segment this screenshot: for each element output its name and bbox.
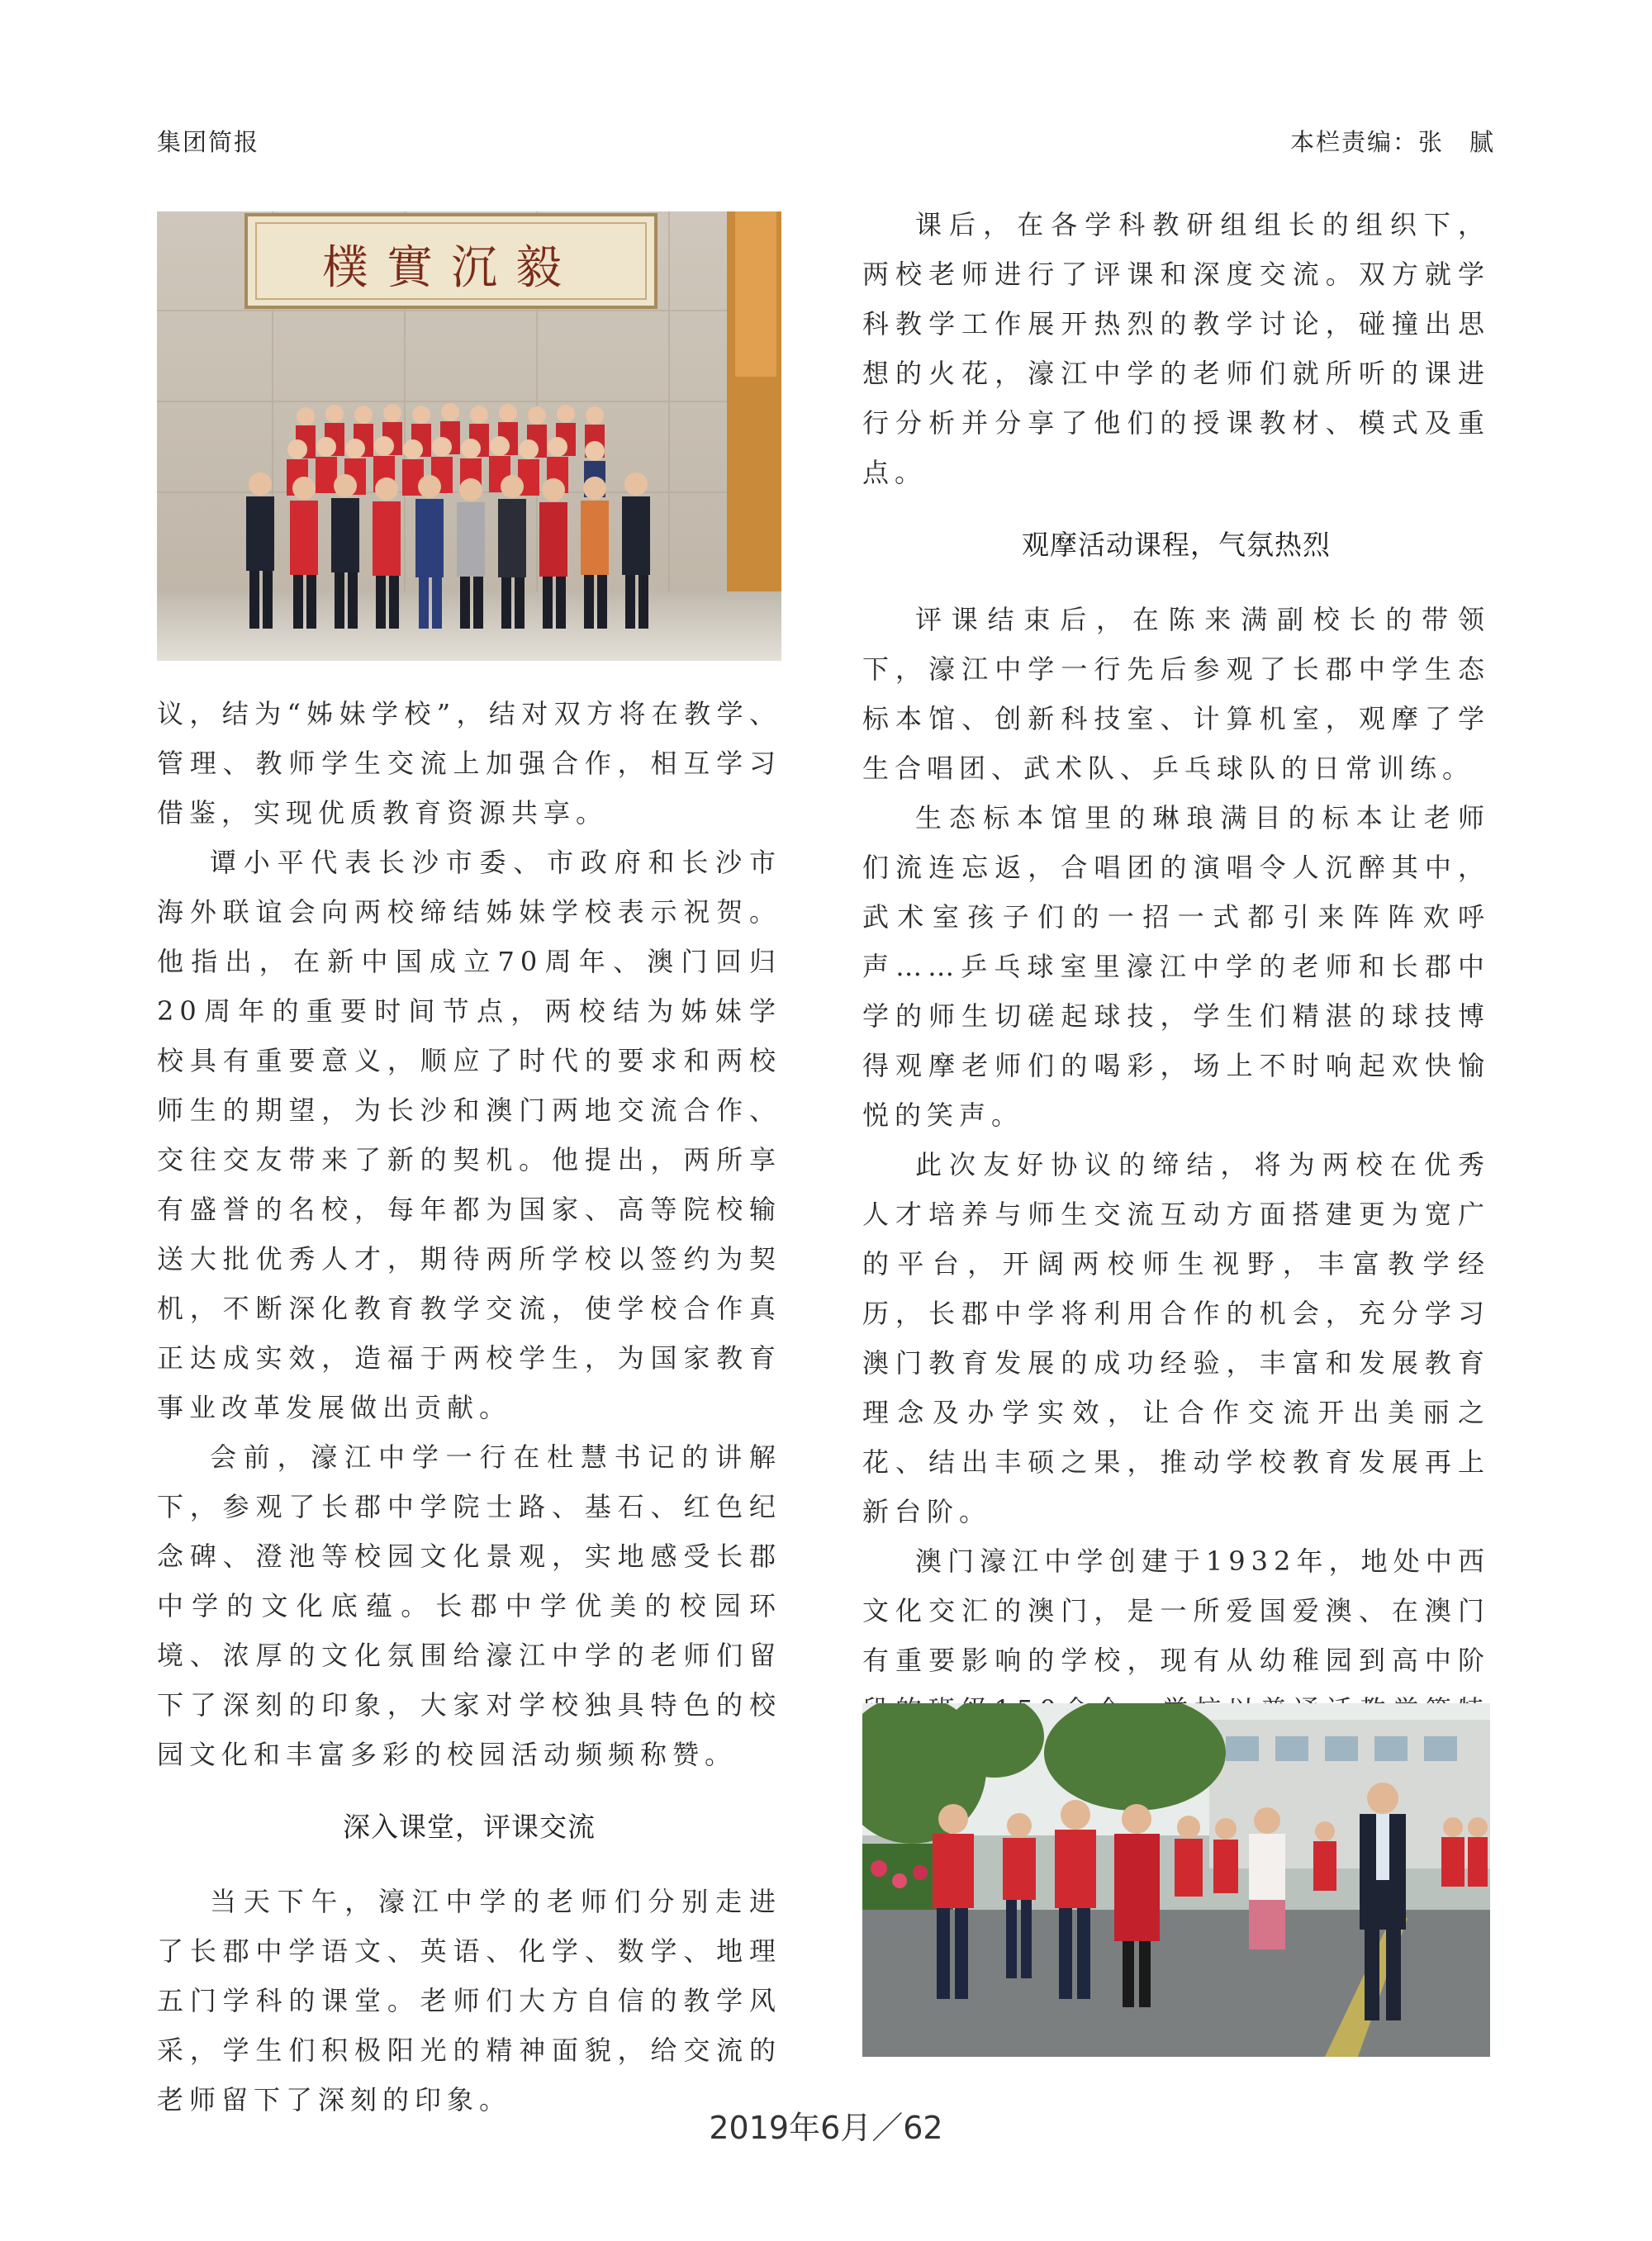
left-paragraph-3: 会前，濠江中学一行在杜慧书记的讲解下，参观了长郡中学院士路、基石、红色纪念碑、澄池等校园文化景观，实地感受长郡中学的文化底蕴。长郡中学优美的校园环境、浓厚的文化氛围给濠江中学的老师们留下了深刻的印象，大家对学校独具特色的校园文化和丰富多彩的校园活动频频称赞。 [157,1441,781,1770]
right-column [862,200,1490,1883]
header-editor: 本栏责编：张 腻 [1289,128,1495,156]
left-paragraph-4: 当天下午，濠江中学的老师们分别走进了长郡中学语文、英语、化学、数学、地理五门学科的课堂。老师们大方自信的教学风采，学生们积极阳光的精神面貌，给交流的老师留下了深刻的印象。 [157,1886,781,2115]
page-footer: 2019年6月／62 [709,2110,943,2146]
campus-walk-photo [862,1703,1490,2057]
section-heading-classroom: 深入课堂，评课交流 [343,1811,596,1843]
section-heading-activities: 观摩活动课程，气氛热烈 [1022,529,1331,561]
left-paragraph-1: 议，结为“姊妹学校”，结对双方将在教学、管理、教师学生交流上加强合作，相互学习借鉴，实现优质教育资源共享。 [157,698,781,829]
right-paragraph-3: 生态标本馆里的琳琅满目的标本让老师们流连忘返，合唱团的演唱令人沉醉其中，武术室孩子们的一招一式都引来阵阵欢呼声……乒乓球室里濠江中学的老师和长郡中学的师生切磋起球技，学生们精湛的球技博得观摩老师们的喝彩，场上不时响起欢快愉悦的笑声。 [862,802,1490,1131]
plaque-calligraphy: 樸實沉毅 [322,241,580,295]
left-column [157,689,781,2125]
group-photo [157,211,781,661]
right-paragraph-4: 此次友好协议的缔结，将为两校在优秀人才培养与师生交流互动方面搭建更为宽广的平台，开阔两校师生视野，丰富教学经历，长郡中学将利用合作的机会，充分学习澳门教育发展的成功经验，丰富和发展教育理念及办学实效，让合作交流开出美丽之花、结出丰硕之果，推动学校教育发展再上新台阶。 [862,1149,1490,1527]
left-paragraph-2: 谭小平代表长沙市委、市政府和长沙市海外联谊会向两校缔结姊妹学校表示祝贺。他指出，在新中国成立70周年、澳门回归20周年的重要时间节点，两校结为姊妹学校具有重要意义，顺应了时代的要求和两校师生的期望，为长沙和澳门两地交流合作、交往交友带来了新的契机。他提出，两所享有盛誉的名校，每年都为国家、高等院校输送大批优秀人才，期待两所学校以签约为契机，不断深化教育教学交流，使学校合作真正达成实效，造福于两校学生，为国家教育事业改革发展做出贡献。 [157,847,781,1423]
right-paragraph-2: 评课结束后，在陈来满副校长的带领下，濠江中学一行先后参观了长郡中学生态标本馆、创新科技室、计算机室，观摩了学生合唱团、武术队、乒乓球队的日常训练。 [862,604,1490,784]
right-paragraph-1: 课后，在各学科教研组组长的组织下，两校老师进行了评课和深度交流。双方就学科教学工作展开热烈的教学讨论，碰撞出思想的火花，濠江中学的老师们就所听的课进行分析并分享了他们的授课教材、模式及重点。 [862,209,1490,488]
campus-walk-illustration [862,1703,1490,2057]
header-column-name: 集团简报 [157,128,260,156]
right-paragraph-5: 澳门濠江中学创建于1932年，地处中西文化交汇的澳门，是一所爱国爱澳、在澳门有重要影响的学校，现有从幼稚园到高中阶 [862,1545,1490,1676]
